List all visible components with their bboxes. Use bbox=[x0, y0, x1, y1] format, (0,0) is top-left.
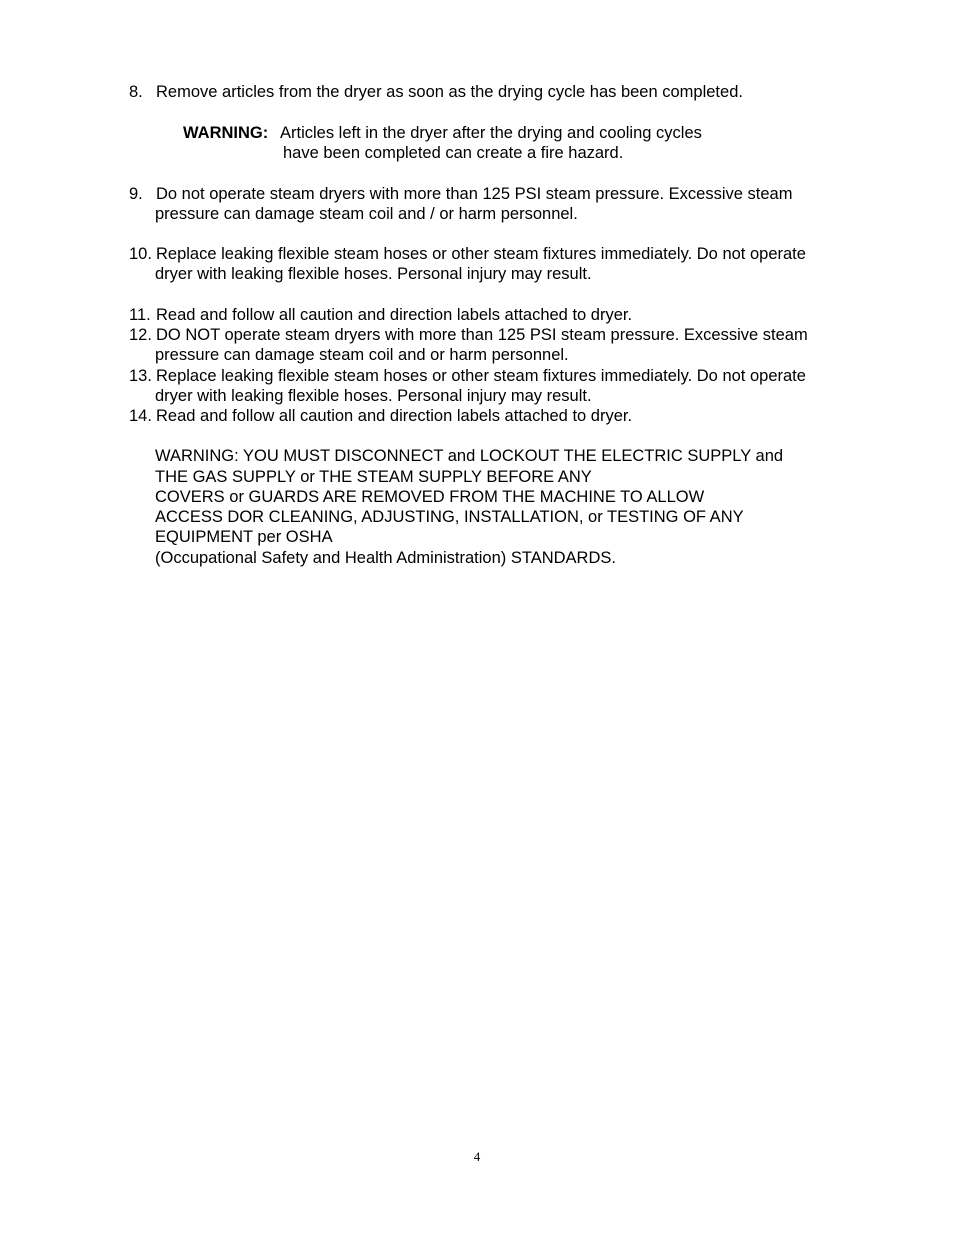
item-text: Replace leaking flexible steam hoses or other steam fixtures immediately. Do not operate bbox=[156, 245, 806, 263]
item-number: 8. bbox=[129, 83, 143, 101]
item-number: 14. bbox=[129, 407, 152, 425]
warning-text: THE GAS SUPPLY or THE STEAM SUPPLY BEFORE ANY bbox=[155, 468, 592, 486]
item-number: 12. bbox=[129, 326, 152, 344]
item-text: pressure can damage steam coil and or harm personnel. bbox=[155, 346, 569, 364]
warning-text: EQUIPMENT per OSHA bbox=[155, 528, 333, 546]
warning-text: have been completed can create a fire hazard. bbox=[283, 144, 624, 162]
item-text: Read and follow all caution and direction labels attached to dryer. bbox=[156, 407, 633, 425]
item-text: dryer with leaking flexible hoses. Personal injury may result. bbox=[155, 265, 592, 283]
item-number: 10. bbox=[129, 245, 152, 263]
warning-text: WARNING: YOU MUST DISCONNECT and LOCKOUT THE ELECTRIC SUPPLY and bbox=[155, 447, 784, 465]
item-text: pressure can damage steam coil and / or harm personnel. bbox=[155, 205, 578, 223]
item-number: 13. bbox=[129, 367, 152, 385]
warning-label: WARNING: bbox=[183, 124, 269, 142]
warning-text: (Occupational Safety and Health Administration) STANDARDS. bbox=[155, 549, 616, 567]
item-number: 9. bbox=[129, 185, 143, 203]
item-text: Read and follow all caution and direction labels attached to dryer. bbox=[156, 306, 633, 324]
item-text: Remove articles from the dryer as soon as the drying cycle has been completed. bbox=[156, 83, 743, 101]
item-text: Do not operate steam dryers with more than 125 PSI steam pressure. Excessive steam bbox=[156, 185, 793, 203]
warning-text: ACCESS DOR CLEANING, ADJUSTING, INSTALLATION, or TESTING OF ANY bbox=[155, 508, 744, 526]
warning-text: Articles left in the dryer after the drying and cooling cycles bbox=[280, 124, 702, 142]
item-text: dryer with leaking flexible hoses. Personal injury may result. bbox=[155, 387, 592, 405]
item-text: DO NOT operate steam dryers with more than 125 PSI steam pressure. Excessive steam bbox=[156, 326, 808, 344]
item-number: 11. bbox=[129, 306, 151, 324]
item-text: Replace leaking flexible steam hoses or other steam fixtures immediately. Do not operate bbox=[156, 367, 806, 385]
page-number: 4 bbox=[473, 1149, 481, 1164]
warning-text: COVERS or GUARDS ARE REMOVED FROM THE MACHINE TO ALLOW bbox=[155, 488, 705, 506]
